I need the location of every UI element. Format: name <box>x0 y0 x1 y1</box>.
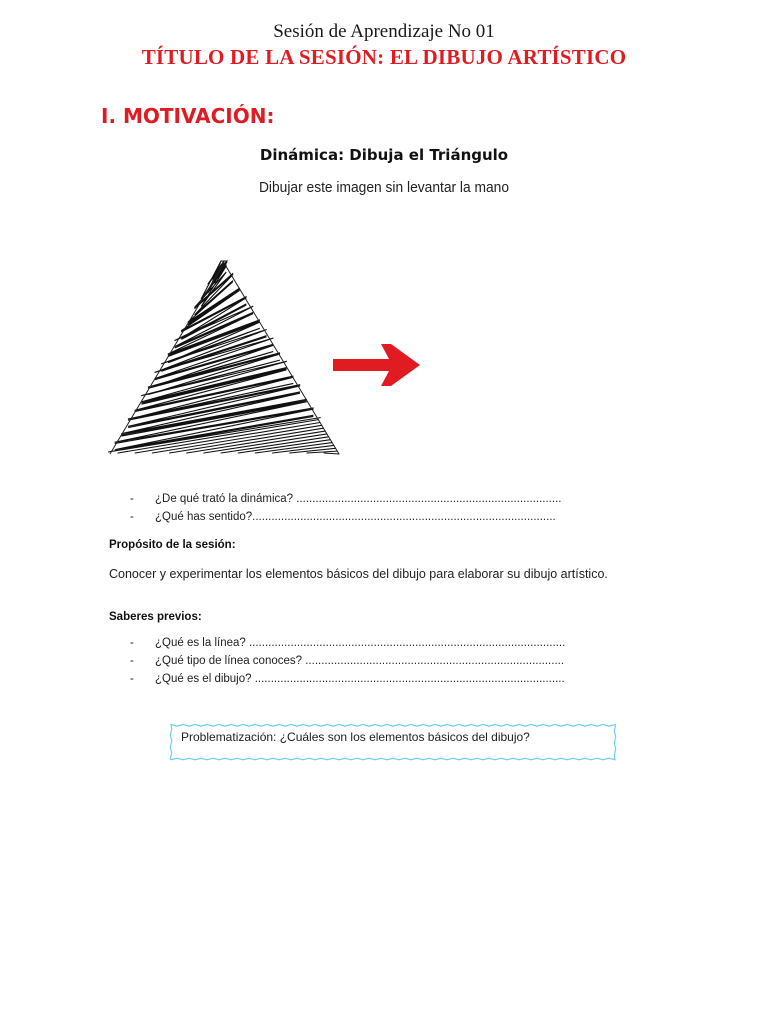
list-item: - ¿De qué trató la dinámica? ................................................................................... <box>130 493 562 505</box>
list-item: - ¿Qué has sentido?............................................................................................... <box>130 511 556 523</box>
question-text: ¿Qué has sentido?............................................................................................... <box>155 511 556 523</box>
question-text: ¿Qué es el dibujo? ................................................................................................. <box>155 673 565 685</box>
purpose-text: Conocer y experimentar los elementos básicos del dibujo para elaborar su dibujo artístico. <box>109 567 608 581</box>
section-heading-motivation: I. MOTIVACIÓN: <box>101 104 275 128</box>
list-item: - ¿Qué es la línea? ................................................................................................... <box>130 637 566 649</box>
question-text: ¿Qué tipo de línea conoces? ................................................................................. <box>155 655 565 667</box>
scribbled-triangle-icon <box>108 260 343 460</box>
purpose-label: Propósito de la sesión: <box>109 539 236 551</box>
prior-knowledge-label: Saberes previos: <box>109 611 202 623</box>
dynamic-instruction: Dibujar este imagen sin levantar la mano <box>258 179 510 196</box>
list-item: - ¿Qué tipo de línea conoces? ................................................................................. <box>130 655 565 667</box>
session-title: TÍTULO DE LA SESIÓN: EL DIBUJO ARTÍSTICO <box>141 45 627 69</box>
red-arrow-right-icon <box>331 340 423 390</box>
list-item: - ¿Qué es el dibujo? ................................................................................................. <box>130 673 565 685</box>
question-text: ¿Qué es la línea? ................................................................................................... <box>155 637 566 649</box>
dynamic-title: Dinámica: Dibuja el Triángulo <box>259 146 509 164</box>
question-text: ¿De qué trató la dinámica? ................................................................................... <box>155 493 562 505</box>
problem-text: Problematización: ¿Cuáles son los elementos básicos del dibujo? <box>181 730 530 744</box>
session-number: Sesión de Aprendizaje No 01 <box>273 21 495 42</box>
